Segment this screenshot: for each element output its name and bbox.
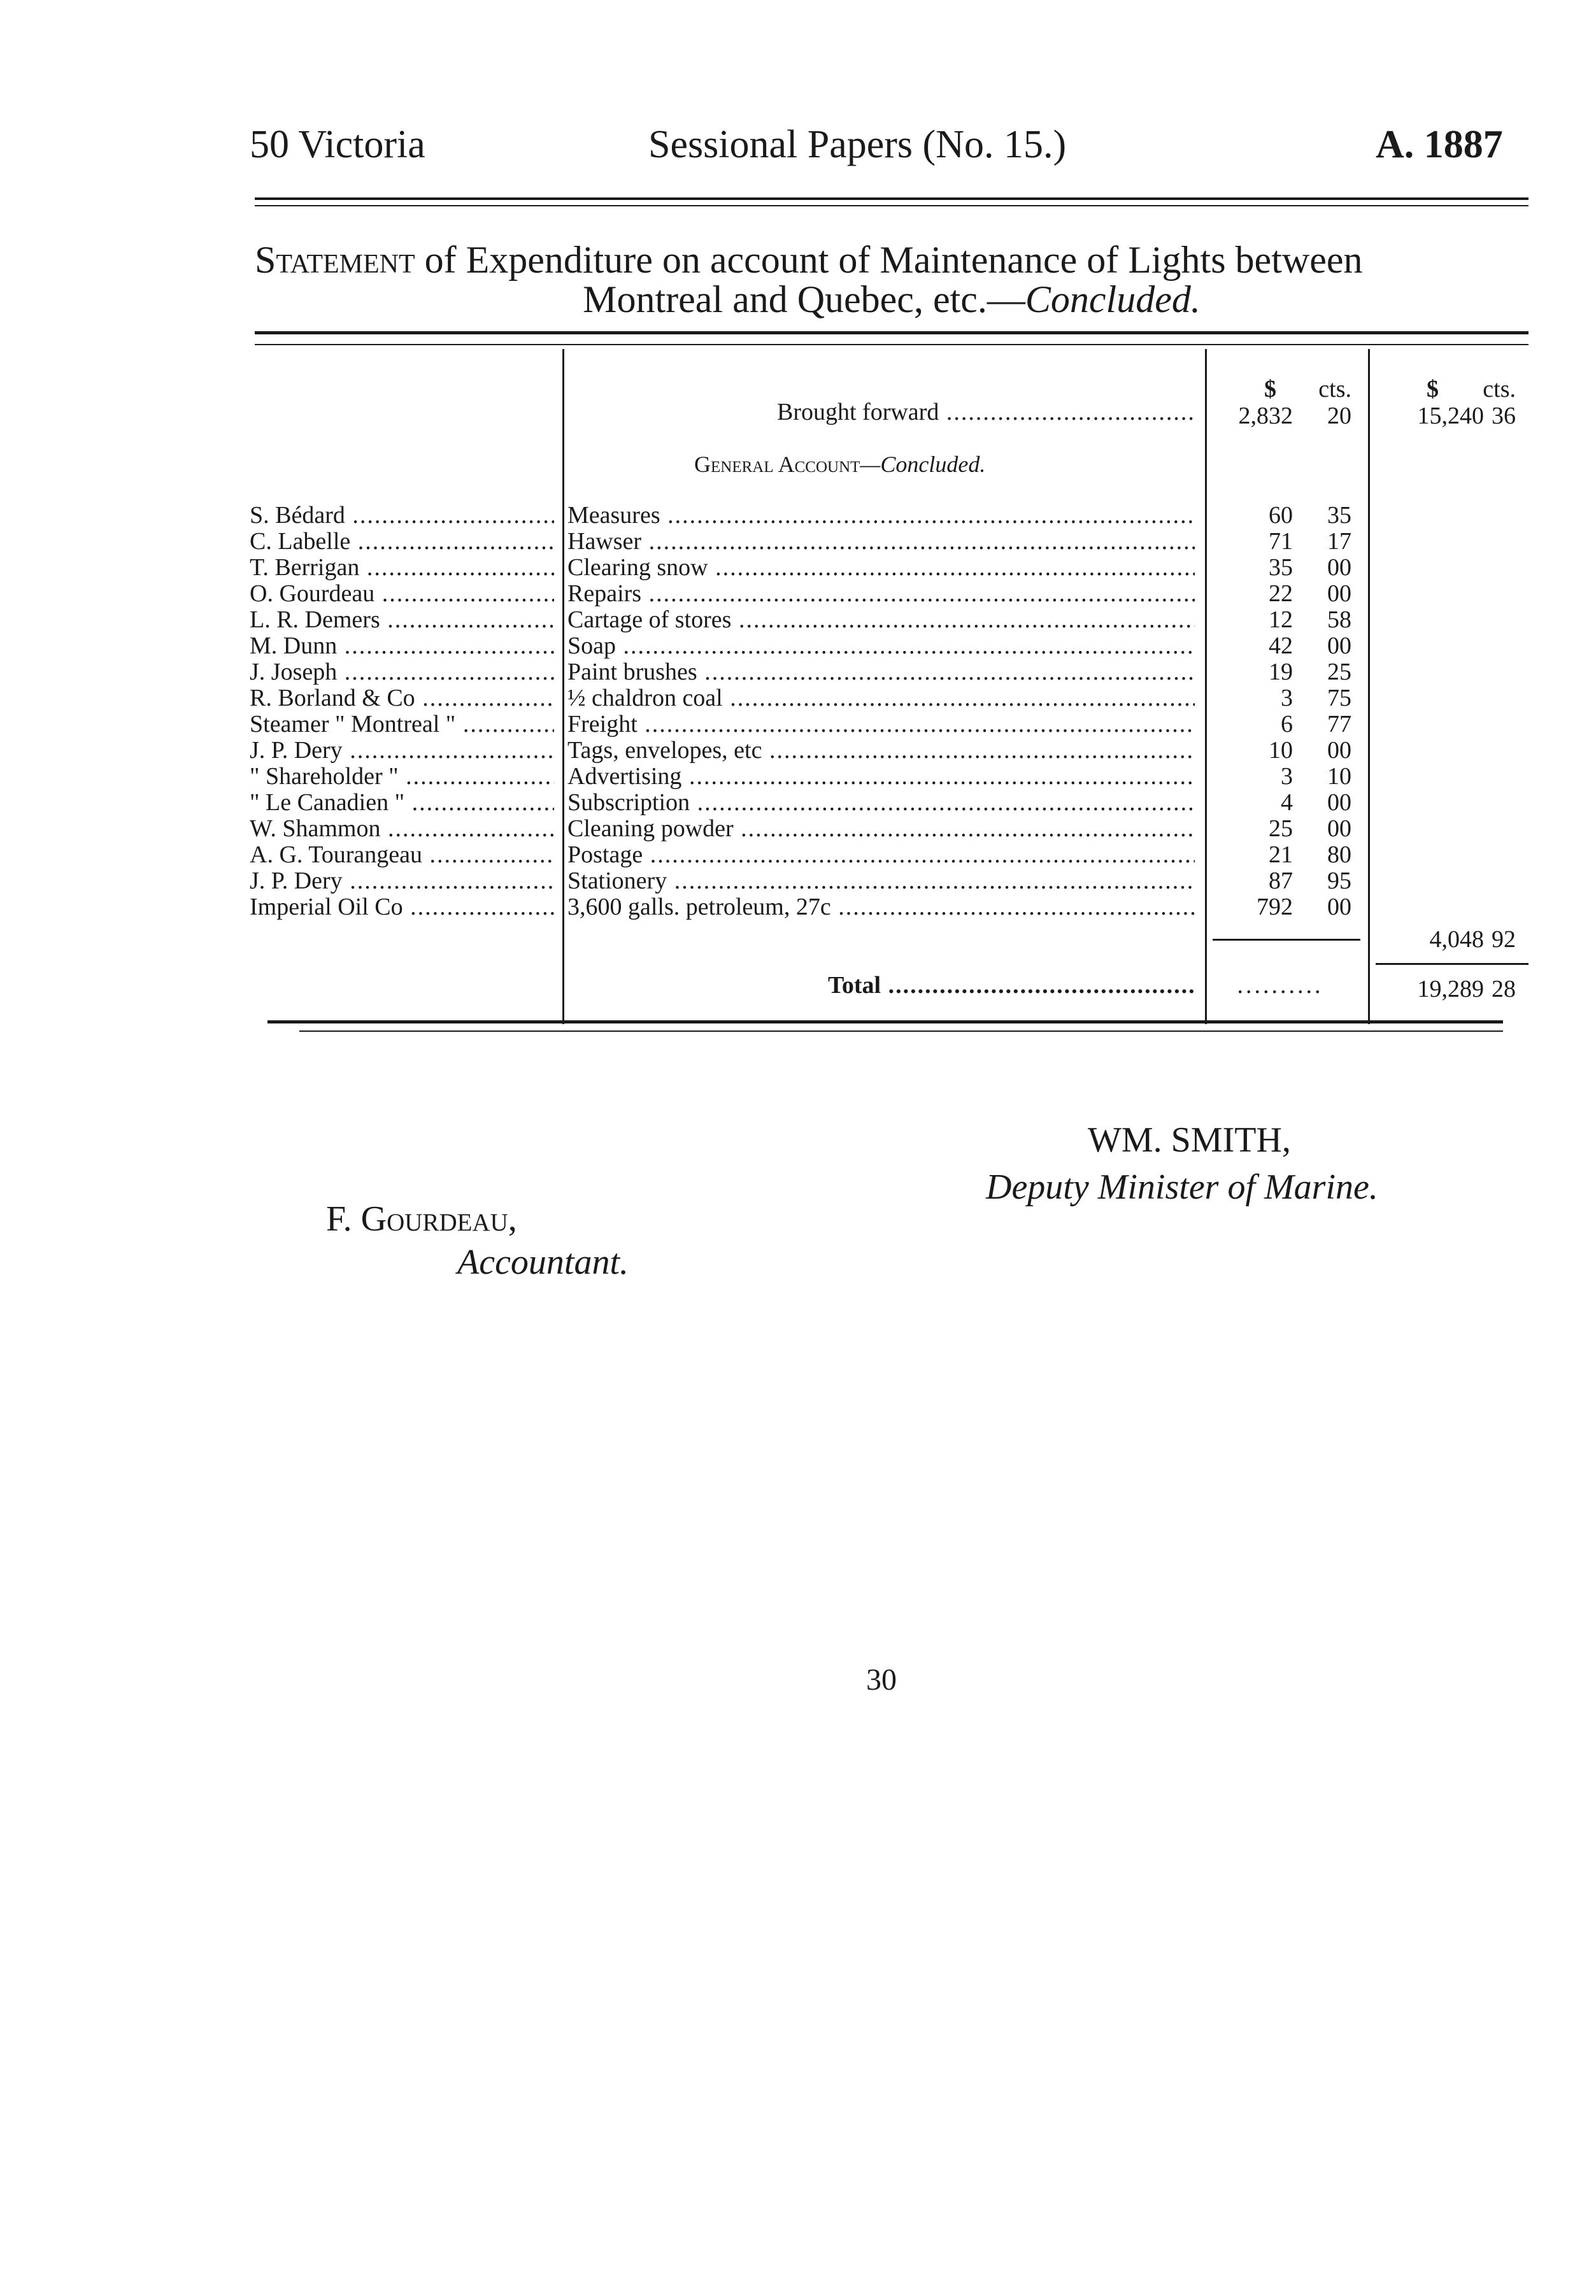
- row-payee: " Le Canadien " .....: [250, 789, 554, 816]
- row-payee: S. Bédard .....: [250, 502, 554, 529]
- row-dollars: 10: [1269, 737, 1293, 764]
- row-dollars: 3: [1281, 685, 1293, 711]
- col-header-dollars2: $: [1427, 376, 1439, 403]
- total-label: Total .....: [828, 972, 1194, 999]
- row-dollars: 42: [1269, 632, 1293, 659]
- row-dollars: 21: [1269, 841, 1293, 868]
- row-dollars: 35: [1269, 554, 1293, 581]
- col-header-dollars: $: [1264, 376, 1276, 403]
- row-dollars: 792: [1257, 894, 1293, 920]
- col-header-cents2: cts.: [1483, 376, 1516, 403]
- section-label: [694, 451, 1191, 478]
- row-cents: 00: [1327, 580, 1351, 607]
- row-item: Hawser .....: [567, 528, 1195, 555]
- row-cents: 25: [1327, 659, 1351, 685]
- total-placeholder: ..........: [1237, 972, 1323, 999]
- title-line1: of Expenditure on account of Maintenance of Lights between: [415, 239, 1363, 281]
- title-line2-italic: Concluded.: [1025, 278, 1201, 320]
- row-cents: 75: [1327, 685, 1351, 711]
- row-payee: J. P. Dery .....: [250, 737, 554, 764]
- row-item: Tags, envelopes, etc .....: [567, 737, 1195, 764]
- table-bottom-rule-thin: [299, 1030, 1503, 1032]
- row-dollars: 22: [1269, 580, 1293, 607]
- row-dollars: 60: [1269, 502, 1293, 529]
- row-payee: " Shareholder " .....: [250, 763, 554, 790]
- row-dollars: 12: [1269, 606, 1293, 633]
- row-dollars: 19: [1269, 659, 1293, 685]
- brought-forward-dollars2: 15,240: [1417, 403, 1484, 429]
- row-cents: 35: [1327, 502, 1351, 529]
- table-bottom-rule-thick: [267, 1020, 1503, 1023]
- row-cents: 00: [1327, 632, 1351, 659]
- subtotal-rule: [1213, 939, 1360, 941]
- title-rule-thick: [255, 331, 1528, 334]
- row-payee: O. Gourdeau .....: [250, 580, 554, 607]
- row-item: ½ chaldron coal .....: [567, 685, 1195, 711]
- row-payee: L. R. Demers .....: [250, 606, 554, 633]
- title-statement-word: Statement: [255, 239, 415, 281]
- signature-right-name: WM. SMITH,: [1088, 1120, 1291, 1160]
- brought-forward-cents2: 36: [1492, 403, 1516, 429]
- col-header-cents: cts.: [1318, 376, 1351, 403]
- row-item: Advertising .....: [567, 763, 1195, 790]
- brought-forward-dollars: 2,832: [1238, 403, 1293, 429]
- row-payee: J. P. Dery .....: [250, 867, 554, 894]
- row-payee: M. Dunn .....: [250, 632, 554, 659]
- row-item: Stationery .....: [567, 867, 1195, 894]
- row-payee: J. Joseph .....: [250, 659, 554, 685]
- row-item: Freight .....: [567, 711, 1195, 738]
- row-payee: W. Shammon .....: [250, 815, 554, 842]
- row-cents: 58: [1327, 606, 1351, 633]
- row-item: Subscription .....: [567, 789, 1195, 816]
- row-dollars: 4: [1281, 789, 1293, 816]
- signature-left-title: Accountant.: [457, 1243, 629, 1282]
- row-item: Paint brushes .....: [567, 659, 1195, 685]
- header-center: Sessional Papers (No. 15.): [648, 123, 1067, 166]
- title-rule-thin: [255, 344, 1528, 345]
- subtotal-dollars2: 4,048: [1429, 926, 1484, 953]
- row-cents: 00: [1327, 789, 1351, 816]
- signature-right-title: Deputy Minister of Marine.: [986, 1167, 1378, 1207]
- row-cents: 00: [1327, 894, 1351, 920]
- row-cents: 00: [1327, 554, 1351, 581]
- row-payee: Steamer " Montreal " .....: [250, 711, 554, 738]
- row-payee: A. G. Tourangeau .....: [250, 841, 554, 868]
- row-payee: T. Berrigan .....: [250, 554, 554, 581]
- row-cents: 17: [1327, 528, 1351, 555]
- row-cents: 80: [1327, 841, 1351, 868]
- row-dollars: 71: [1269, 528, 1293, 555]
- section-label-sc: General Account: [694, 452, 860, 477]
- row-item: Measures .....: [567, 502, 1195, 529]
- brought-forward-cents: 20: [1327, 403, 1351, 429]
- row-dollars: 25: [1269, 815, 1293, 842]
- page-number: 30: [866, 1663, 897, 1697]
- row-dollars: 6: [1281, 711, 1293, 738]
- header-rule-top: [255, 197, 1528, 200]
- row-payee: R. Borland & Co .....: [250, 685, 554, 711]
- row-dollars: 3: [1281, 763, 1293, 790]
- row-payee: Imperial Oil Co .....: [250, 894, 554, 920]
- row-cents: 00: [1327, 737, 1351, 764]
- col-divider-amount-total: [1368, 349, 1370, 1024]
- header-right: A. 1887: [1376, 123, 1503, 166]
- row-item: Repairs .....: [567, 580, 1195, 607]
- header-left: 50 Victoria: [250, 123, 425, 166]
- section-label-it: —Concluded.: [860, 452, 986, 477]
- row-cents: 10: [1327, 763, 1351, 790]
- row-payee: C. Labelle .....: [250, 528, 554, 555]
- row-dollars: 87: [1269, 867, 1293, 894]
- row-cents: 95: [1327, 867, 1351, 894]
- signature-left-name: F. Gourdeau,: [326, 1199, 517, 1239]
- header-rule-bottom: [255, 205, 1528, 206]
- row-item: 3,600 galls. petroleum, 27c .....: [567, 894, 1195, 920]
- row-cents: 00: [1327, 815, 1351, 842]
- subtotal-cents2: 92: [1492, 926, 1516, 953]
- total-dollars2: 19,289: [1417, 976, 1484, 1002]
- row-item: Postage .....: [567, 841, 1195, 868]
- row-item: Clearing snow .....: [567, 554, 1195, 581]
- total-cents2: 28: [1492, 976, 1516, 1002]
- col-divider-payee-item: [562, 349, 564, 1024]
- title-line2-plain: Montreal and Quebec, etc.—: [583, 278, 1025, 320]
- title-line2: [255, 280, 1528, 318]
- row-cents: 77: [1327, 711, 1351, 738]
- row-item: Soap .....: [567, 632, 1195, 659]
- row-item: Cleaning powder .....: [567, 815, 1195, 842]
- brought-forward-label: Brought forward .....: [777, 399, 1194, 425]
- total-rule: [1376, 963, 1528, 965]
- statement-title: [255, 241, 1528, 318]
- row-item: Cartage of stores .....: [567, 606, 1195, 633]
